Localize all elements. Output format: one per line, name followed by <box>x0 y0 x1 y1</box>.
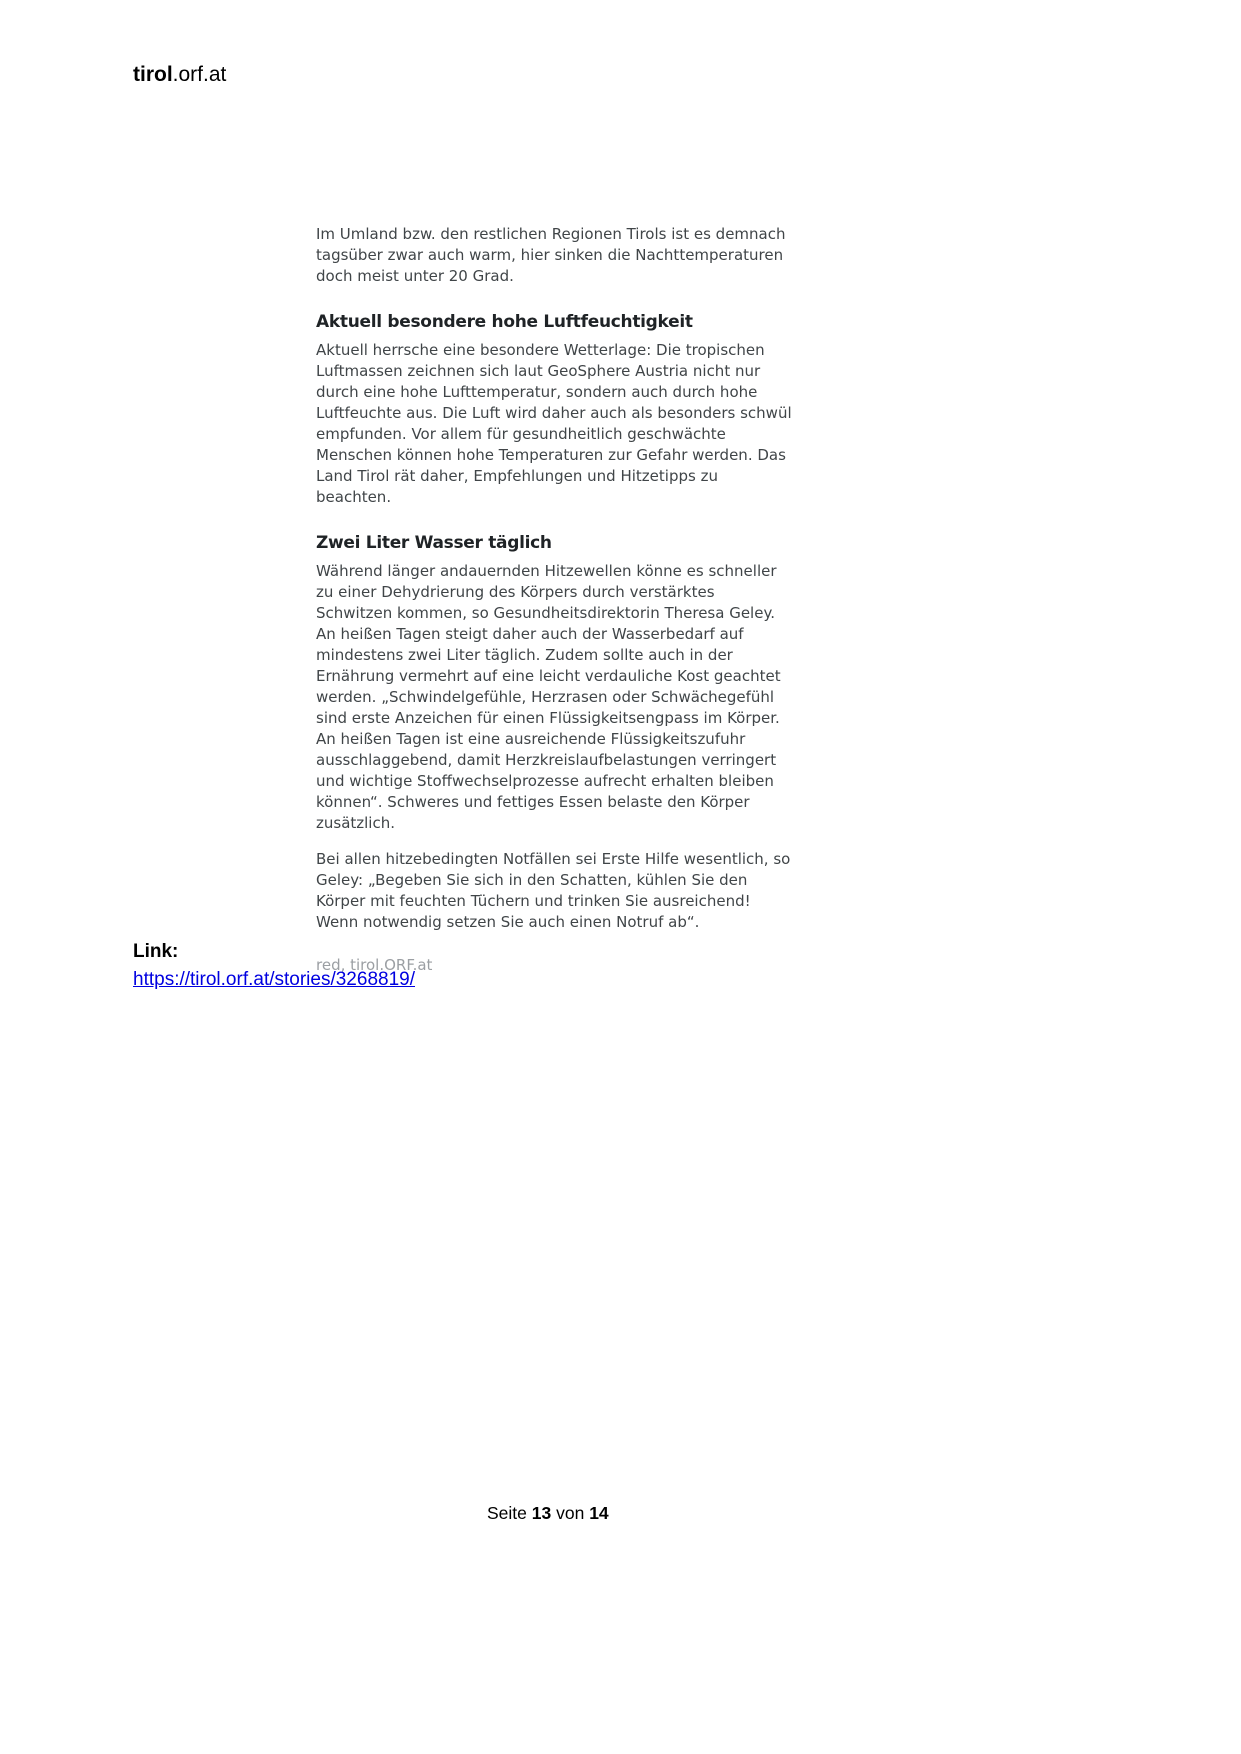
section-heading-wasser: Zwei Liter Wasser täglich <box>316 533 552 553</box>
article-paragraph-dehydrierung: Während länger andauernden Hitzewellen könne es schneller zu einer Dehydrierung des Körpers durch verstärktes Schwitzen kommen, so Gesundheitsdirektorin Theresa Geley. An heißen Tagen steigt daher auch der Wasserbedarf auf mindestens zwei Liter täglich. Zudem sollte auch in der Ernährung vermehrt auf eine leicht verdauliche Kost geachtet werden. „Schwindelgefühle, Herzrasen oder Schwächegefühl sind erste Anzeichen für einen Flüssigkeitsengpass im Körper. An heißen Tagen ist eine ausreichende Flüssigkeitszufuhr ausschlaggebend, damit Herzkreislaufbelastungen verringert und wichtige Stoffwechselprozesse aufrecht erhalten bleiben können“. Schweres und fettiges Essen belaste den Körper zusätzlich. <box>316 562 781 832</box>
footer-label-von: von <box>556 1503 585 1523</box>
logo-tirol-bold: tirol <box>133 63 173 86</box>
article-intro-paragraph: Im Umland bzw. den restlichen Regionen Tirols ist es demnach tagsüber zwar auch warm, hier sinken die Nachttemperaturen doch meist unter 20 Grad. <box>316 225 786 285</box>
footer-current-page: 13 <box>531 1503 552 1523</box>
article-paragraph-erste-hilfe: Bei allen hitzebedingten Notfällen sei Erste Hilfe wesentlich, so Geley: „Begeben Sie sich in den Schatten, kühlen Sie den Körper mit feuchten Tüchern und trinken Sie ausreichend! Wenn notwendig setzen Sie auch einen Notruf ab“. <box>316 850 791 931</box>
link-section <box>133 938 415 993</box>
site-logo <box>133 62 226 88</box>
article-paragraph-wetterlage: Aktuell herrsche eine besondere Wetterlage: Die tropischen Luftmassen zeichnen sich laut GeoSphere Austria nicht nur durch eine hohe Lufttemperatur, sondern auch durch hohe Luftfeuchte aus. Die Luft wird daher auch als besonders schwül empfunden. Vor allem für gesundheitlich geschwächte Menschen können hohe Temperaturen zur Gefahr werden. Das Land Tirol rät daher, Empfehlungen und Hitzetipps zu beachten. <box>316 341 792 506</box>
footer-total-pages: 14 <box>589 1503 609 1523</box>
article-url-link[interactable]: https://tirol.orf.at/stories/3268819/ <box>133 969 415 990</box>
article-body <box>316 224 794 976</box>
footer-label-seite: Seite <box>487 1503 527 1523</box>
page-number-footer <box>487 1502 609 1524</box>
logo-orf-at: .orf.at <box>172 63 227 86</box>
section-heading-luftfeuchtigkeit: Aktuell besondere hohe Luftfeuchtigkeit <box>316 312 693 332</box>
article-byline: red, tirol.ORF.at <box>316 956 433 974</box>
link-label: Link: <box>133 941 179 962</box>
